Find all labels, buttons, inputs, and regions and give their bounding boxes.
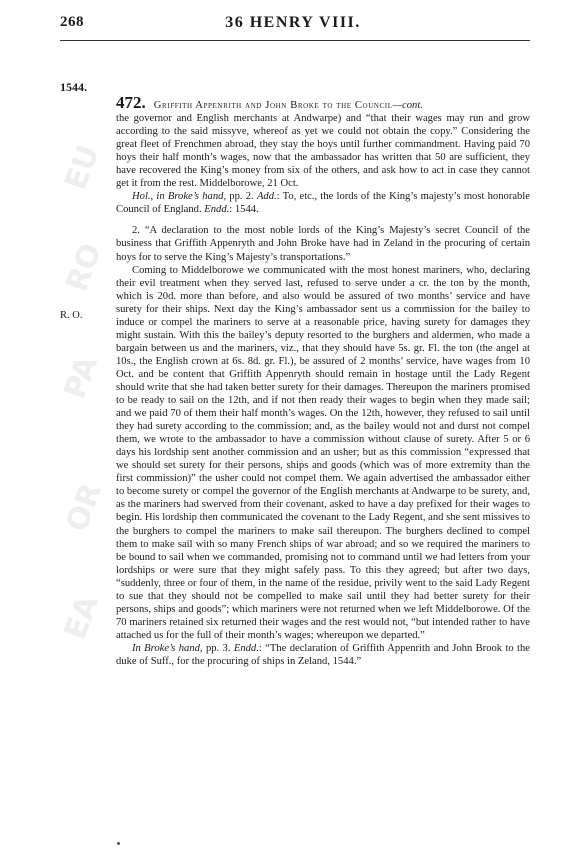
main-paragraph: Coming to Middelborowe we communicated with the most honest mariners, who, declaring their evil treatment when they served last, refused to serve under a cr. the ton by the month, which is 20d. more than before, and also would be assured of two months’ service and have surety for their ships. Next day the King’s ambassador sent us a commission for the bailey to induce or compel the mariners to serve at a reasonable price, having surety for damages they might sustain. With this the bailey’s deputy resorted to the burghers and aldermen, who made a bargain between us and the mariners, viz., that they should have 5s. gr. Fl. the ton (the angel at 10s., the English crown at 6s. 8d. gr. Fl.), be assured of 2 months’ service, have wages from 10 Oct. and be content that Griffith Appenryth should remain in hostage until the Lady Regent should write that she had taken better surety for their damages. Thereupon the mariners promised to be ready to sail on the 12th, and if not then ready their wages to begin when they made sail; and we paid 70 of them their half month’s wages. On the 12th, however, they refused to sail until they had surety according to the commission; and, as the bailey would not and durst not compel them, we wrote to the ambassador to have a commission without clause of surety. After 5 or 6 days his lordship sent another commission and an usher; but as this commission “expressed that we should set surety for their persons, ships and goods (which was of more extremity than the first commission)” the usher could not compel them. We again advertised the ambassador either to become surety or compel the governor of the English merchants at Andwarpe to be surety, and, as the mariners had swerved from their covenant, asked to have a day prefixed for their wages to begin. His lordship then communicated the covenant to the Lady Regent, and she sent missives to the burghers to compel the mariners to make sail thereupon. The burghers declined to compel them to make sail with so many French ships of war abroad; and so we required the mariners to be bound to sail when we commanded, promising not to command until we had letters from your lordships or were sure that they might safely pass. To this they agreed; but after two days, “suddenly, three or four of them, in the name of the residue, privily went to the said Lady Regent to sue that they should not be compelled to make sail until they had better surety for their persons, ships and goods”; which mariners were not returned when we left Middelborowe. Of the 70 mariners retained six returned their wages and the rest would not, “but intended rather to have attached us for the full of their month’s wages; whereupon we departed.” (116, 264, 530, 641)
note-1 (116, 190, 530, 216)
note-2 (116, 642, 530, 668)
body-column (116, 93, 530, 668)
margin-source: R. O. (60, 310, 83, 321)
note-1-b: pp. 2. (226, 191, 257, 203)
note-1-c: Add. (256, 191, 277, 203)
note-1-d: : To, etc., the lords of the King’s majesty’s most honorable Council of England. (116, 191, 530, 216)
entry-heading-suffix: —cont. (392, 100, 423, 111)
page-header (60, 14, 526, 36)
entry-heading-names: Griffith Appenrith and John Broke to the Council (153, 100, 393, 111)
item-2-paragraph: 2. “A declaration to the most noble lords of the King’s Majesty’s secret Council of the business that Griffith Appenryth and John Broke have had in Zeland in the procuring of certain hoys for to serve the King’s Majesty’s transportations.” (116, 225, 530, 263)
entry-number: 472. (116, 93, 146, 112)
continuation-paragraph: the governor and English merchants at Andwarpe) and “that their wages may run and grow according to the said missyve, whereof as yet we could not obtain the copy.” Considering the great fleet of Frenchmen abroad, they stay the hoys until further commandment. Having paid 70 hoys their half month’s wages, now that the ambassador has written that 50 are sufficient, they have recovered the King’s money from six of the others, and ask how to act in case they cannot get it from the rest. Middelborowe, 21 Oct. (116, 113, 530, 190)
note-2-c: Endd. (233, 642, 259, 654)
page-number: 268 (60, 14, 84, 30)
running-title: 36 HENRY VIII. (225, 14, 361, 31)
note-2-b: pp. 3. (202, 642, 234, 654)
note-1-f: : 1544. (229, 204, 259, 216)
faded-stamp-icon: EU RO PA OR EA (57, 140, 110, 645)
entry-heading (116, 93, 530, 112)
note-1-a: Hol., in Broke’s hand, (132, 191, 227, 203)
note-1-e: Endd. (204, 204, 230, 216)
header-divider (60, 40, 530, 41)
spacer (116, 216, 530, 224)
note-2-d: : “The declaration of Griffith Appenrith and John Brook to the duke of Suff., for the procuring of ships in Zeland, 1544.” (116, 642, 530, 667)
print-speck (117, 842, 120, 845)
note-2-a: In Broke’s hand, (132, 642, 203, 654)
margin-year: 1544. (60, 80, 87, 94)
